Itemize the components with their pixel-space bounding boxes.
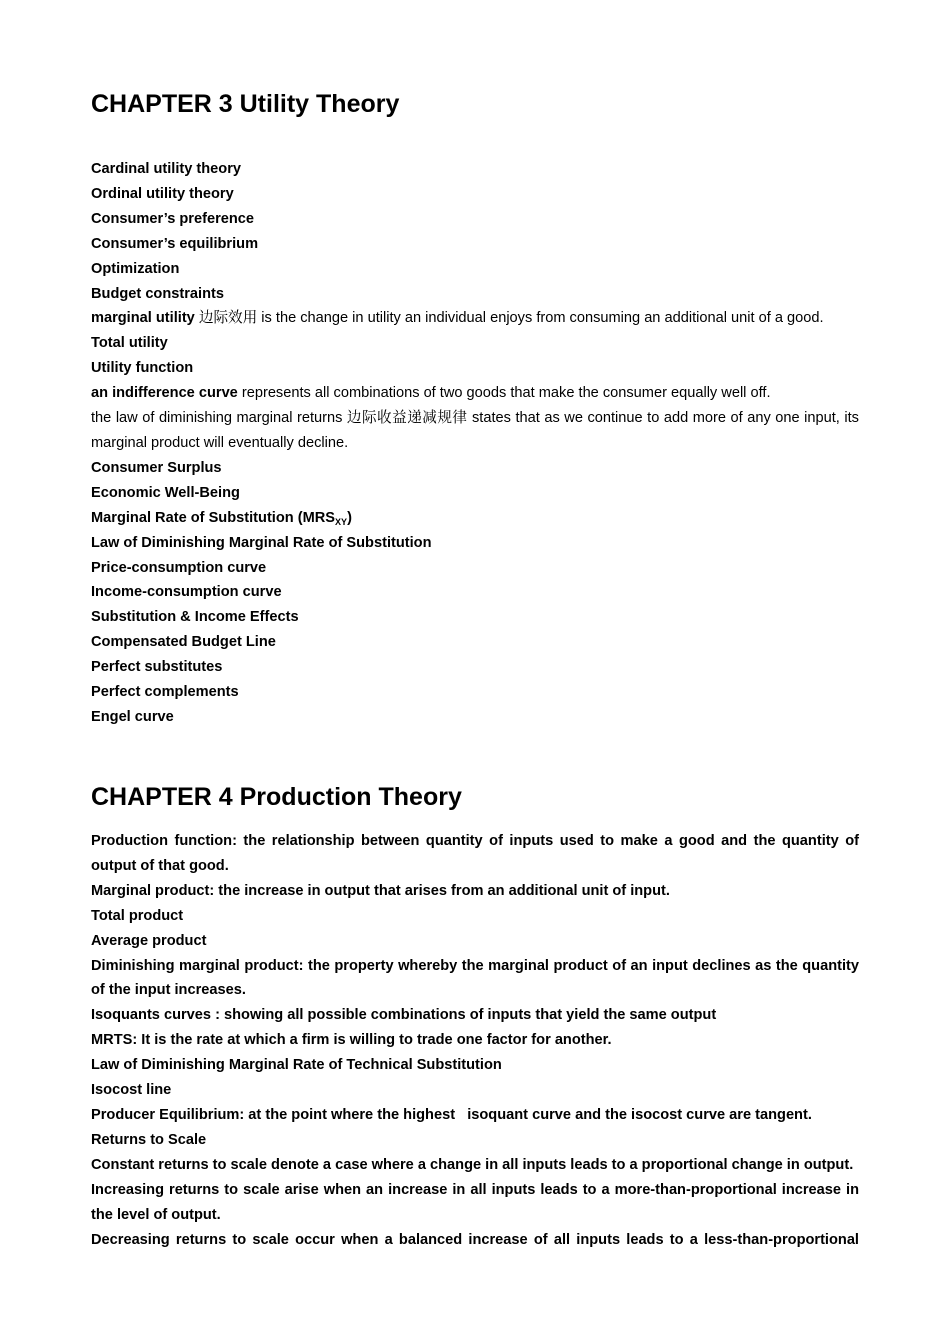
term-perfect-complements: Perfect complements bbox=[91, 684, 239, 701]
marginal-utility-definition: is the change in utility an individual enjoys from consuming an additional unit of a good. bbox=[257, 310, 824, 327]
term-perfect-substitutes: Perfect substitutes bbox=[91, 659, 223, 676]
definition-indifference-curve bbox=[91, 381, 859, 406]
term-income-consumption-curve: Income-consumption curve bbox=[91, 584, 282, 601]
term-utility-function: Utility function bbox=[91, 360, 194, 377]
definition-marginal-utility bbox=[91, 306, 859, 331]
definition-diminishing-returns bbox=[91, 406, 859, 456]
term-economic-well-being: Economic Well-Being bbox=[91, 484, 240, 501]
indifference-curve-term: an indifference curve bbox=[91, 385, 238, 402]
term-increasing-returns: Increasing returns to scale arise when an increase in all inputs leads to a more-than-proportional increase in the level of output. bbox=[91, 1181, 859, 1223]
term-optimization: Optimization bbox=[91, 260, 180, 277]
term-law-dmrts: Law of Diminishing Marginal Rate of Technical Substitution bbox=[91, 1057, 502, 1074]
term-isocost-line: Isocost line bbox=[91, 1082, 172, 1099]
term-consumer-surplus: Consumer Surplus bbox=[91, 459, 222, 476]
mrs-text: Marginal Rate of Substitution (MRS bbox=[91, 509, 336, 526]
chapter-4-title: CHAPTER 4 Production Theory bbox=[91, 783, 462, 811]
mrs-close: ) bbox=[347, 509, 352, 526]
term-mrts: MRTS: It is the rate at which a firm is willing to trade one factor for another. bbox=[91, 1032, 612, 1049]
term-average-product: Average product bbox=[91, 932, 207, 949]
term-substitution-income-effects: Substitution & Income Effects bbox=[91, 609, 299, 626]
term-constant-returns: Constant returns to scale denote a case where a change in all inputs leads to a proportional change in output. bbox=[91, 1156, 854, 1173]
term-production-function: Production function: the relationship between quantity of inputs used to make a good and the quantity of output of that good. bbox=[91, 833, 859, 874]
chapter-3-title: CHAPTER 3 Utility Theory bbox=[91, 90, 400, 118]
term-cardinal-utility: Cardinal utility theory bbox=[91, 161, 242, 177]
term-price-consumption-curve: Price-consumption curve bbox=[91, 559, 267, 576]
term-decreasing-returns: Decreasing returns to scale occur when a balanced increase of all inputs leads to a less-than-proportional bbox=[91, 1231, 859, 1248]
term-producer-equilibrium: Producer Equilibrium: at the point where the highest isoquant curve and the isocost curve are tangent. bbox=[91, 1106, 812, 1123]
term-budget-constraints: Budget constraints bbox=[91, 285, 224, 302]
chapter-3-term-list bbox=[91, 157, 859, 730]
term-compensated-budget-line: Compensated Budget Line bbox=[91, 634, 276, 651]
term-isoquants: Isoquants curves : showing all possible combinations of inputs that yield the same output bbox=[91, 1007, 717, 1024]
marginal-utility-term: marginal utility bbox=[91, 310, 195, 327]
term-law-dmrs: Law of Diminishing Marginal Rate of Substitution bbox=[91, 534, 432, 551]
term-consumer-preference: Consumer’s preference bbox=[91, 210, 255, 227]
diminishing-returns-chinese: 边际收益递减规律 bbox=[346, 409, 468, 427]
term-returns-to-scale: Returns to Scale bbox=[91, 1131, 207, 1148]
term-marginal-product: Marginal product: the increase in output that arises from an additional unit of input. bbox=[91, 882, 670, 899]
diminishing-returns-definition: states that as we continue to add more of any one input, its marginal product will eventually decline. bbox=[91, 410, 859, 451]
marginal-utility-chinese: 边际效用 bbox=[198, 309, 258, 327]
chapter-4-term-list bbox=[91, 829, 859, 1252]
term-total-utility: Total utility bbox=[91, 335, 168, 352]
term-consumer-equilibrium: Consumer’s equilibrium bbox=[91, 235, 259, 252]
term-diminishing-marginal-product: Diminishing marginal product: the property whereby the marginal product of an input declines as the quantity of the input increases. bbox=[91, 957, 859, 999]
term-engel-curve: Engel curve bbox=[91, 708, 174, 725]
indifference-curve-definition: represents all combinations of two goods that make the consumer equally well off. bbox=[237, 385, 771, 402]
term-ordinal-utility: Ordinal utility theory bbox=[91, 185, 234, 202]
term-total-product: Total product bbox=[91, 907, 184, 924]
term-mrs bbox=[91, 506, 859, 531]
mrs-subscript: XY bbox=[335, 516, 348, 527]
diminishing-returns-term: the law of diminishing marginal returns bbox=[91, 410, 347, 427]
